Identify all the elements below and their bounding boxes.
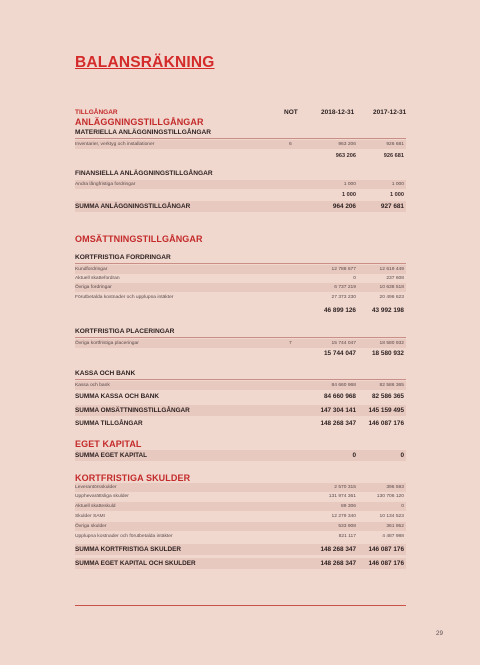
- row-label: Övriga skulder: [75, 524, 107, 529]
- row-value-2018: 27 373 230: [331, 295, 356, 300]
- year-2017-header: 2017-12-31: [373, 109, 407, 116]
- table-row: [75, 483, 406, 492]
- subsection-title-finansiella: FINANSIELLA ANLÄGGNINGSTILLGÅNGAR: [75, 170, 213, 177]
- page-number: 29: [436, 630, 443, 637]
- row-value-2017: 1 000: [391, 182, 404, 187]
- subsection-title-kf: KORTFRISTIGA FORDRINGAR: [75, 254, 171, 261]
- year-2018-header: 2018-12-31: [321, 109, 355, 116]
- row-label: Kassa och bank: [75, 383, 110, 388]
- row-value-2018: 533 908: [338, 524, 356, 529]
- subtotal-2018: 963 206: [335, 153, 356, 159]
- row-label: Aktuell skatteskuld: [75, 504, 116, 509]
- table-row: [75, 381, 406, 390]
- row-label: Övriga kortfristiga placeringar: [75, 341, 139, 346]
- row-label: Aktuell skattefordran: [75, 276, 120, 281]
- subsection-title-kp: KORTFRISTIGA PLACERINGAR: [75, 328, 175, 335]
- row-value-2017: 12 619 449: [379, 267, 404, 272]
- divider: [75, 263, 406, 264]
- row-value-2018: 0: [353, 276, 356, 281]
- divider: [75, 379, 406, 380]
- row-label: Leverantörsskulder: [75, 485, 117, 490]
- row-value-2017: 10 134 523: [379, 514, 404, 519]
- subsection-title-kb: KASSA OCH BANK: [75, 370, 136, 377]
- total-2017: 146 087 176: [368, 560, 404, 567]
- row-label: Förutbetalda kostnader och upplupna intäkter: [75, 295, 174, 300]
- table-row: [75, 522, 406, 531]
- row-value-2017: 130 706 120: [376, 494, 404, 499]
- total-label: SUMMA TILLGÅNGAR: [75, 420, 143, 427]
- table-row: [75, 492, 406, 501]
- row-label: Övriga fordringar: [75, 285, 112, 290]
- row-label: Inventarier, verktyg och installationer: [75, 142, 155, 147]
- row-label: Upphevarättsliga skulder: [75, 494, 129, 499]
- row-value-2018: 6 737 219: [334, 285, 356, 290]
- subtotal-2017: 1 000: [390, 192, 404, 198]
- section-title-oms: OMSÄTTNINGSTILLGÅNGAR: [75, 234, 203, 244]
- total-label: SUMMA EGET KAPITAL OCH SKULDER: [75, 560, 196, 567]
- row-note: 7: [289, 341, 292, 346]
- row-value-2018: 12 279 340: [331, 514, 356, 519]
- row-label: Andra långfristiga fordringar: [75, 182, 136, 187]
- row-value-2017: 10 638 518: [379, 285, 404, 290]
- table-row: [75, 293, 406, 302]
- subtotal-row: [75, 305, 406, 315]
- row-value-2018: 89 306: [341, 504, 356, 509]
- total-row-kb: [75, 391, 406, 402]
- subtotal-row: [75, 190, 406, 200]
- table-row: [75, 283, 406, 292]
- total-2017: 146 087 176: [368, 546, 404, 553]
- total-row-oms: [75, 405, 406, 416]
- row-value-2018: 15 744 047: [331, 341, 356, 346]
- row-value-2017: 396 593: [386, 485, 404, 490]
- table-row: [75, 265, 406, 274]
- row-value-2018: 963 206: [338, 142, 356, 147]
- total-row-grand: [75, 558, 406, 569]
- subtotal-row: [75, 151, 406, 161]
- divider: [75, 138, 406, 139]
- subtotal-row: [75, 348, 406, 358]
- total-label: SUMMA ANLÄGGNINGSTILLGÅNGAR: [75, 203, 191, 210]
- table-row: [75, 180, 406, 189]
- row-label: Skulder SAMI: [75, 514, 105, 519]
- row-note: 6: [289, 142, 292, 147]
- table-row: [75, 274, 406, 283]
- table-row: [75, 140, 406, 149]
- footer-divider: [75, 605, 406, 606]
- total-2017: 82 586 365: [372, 393, 404, 400]
- row-value-2017: 82 586 365: [379, 383, 404, 388]
- table-row: [75, 502, 406, 511]
- subtotal-2018: 1 000: [342, 192, 356, 198]
- total-2018: 148 268 347: [320, 420, 356, 427]
- total-label: SUMMA KORTFRISTIGA SKULDER: [75, 546, 182, 553]
- row-value-2017: 361 952: [386, 524, 404, 529]
- subtotal-2017: 926 681: [383, 153, 404, 159]
- subtotal-2018: 46 899 126: [324, 307, 356, 314]
- total-2017: 927 681: [380, 203, 404, 210]
- total-row-anl: [75, 201, 406, 212]
- subtotal-2017: 43 992 198: [372, 307, 404, 314]
- row-value-2018: 1 000: [343, 182, 356, 187]
- total-row-skulder: [75, 544, 406, 555]
- page-title: BALANSRÄKNING: [75, 54, 215, 71]
- row-value-2017: 20 496 623: [379, 295, 404, 300]
- table-row: [75, 339, 406, 348]
- subsection-title-materiella: MATERIELLA ANLÄGGNINGSTILLGÅNGAR: [75, 129, 212, 136]
- total-label: SUMMA KASSA OCH BANK: [75, 393, 160, 400]
- row-value-2017: 926 681: [386, 142, 404, 147]
- total-row-eget-kapital: [75, 450, 406, 461]
- row-label: Kundfordringar: [75, 267, 108, 272]
- note-column-header: NOT: [284, 109, 298, 116]
- total-2017: 146 087 176: [368, 420, 404, 427]
- total-2018: 148 268 347: [320, 560, 356, 567]
- total-2017: 0: [400, 452, 404, 459]
- total-2017: 145 159 495: [368, 407, 404, 414]
- subtotal-2017: 18 580 932: [372, 350, 404, 357]
- row-value-2017: 0: [401, 504, 404, 509]
- assets-header: TILLGÅNGAR: [75, 109, 118, 116]
- divider: [75, 337, 406, 338]
- row-value-2018: 2 570 315: [334, 485, 356, 490]
- row-value-2017: 4 487 988: [382, 534, 404, 539]
- row-value-2018: 821 117: [338, 534, 356, 539]
- total-2018: 0: [352, 452, 356, 459]
- row-value-2018: 84 660 968: [331, 383, 356, 388]
- total-2018: 148 268 347: [320, 546, 356, 553]
- subtotal-2018: 15 744 047: [324, 350, 356, 357]
- total-label: SUMMA EGET KAPITAL: [75, 452, 148, 459]
- section-title-skulder: KORTFRISTIGA SKULDER: [75, 473, 191, 483]
- section-title-anl: ANLÄGGNINGSTILLGÅNGAR: [75, 117, 204, 127]
- row-value-2018: 12 788 677: [331, 267, 356, 272]
- section-title-eget-kapital: EGET KAPITAL: [75, 439, 142, 449]
- table-row: [75, 512, 406, 521]
- row-value-2017: 18 580 932: [379, 341, 404, 346]
- total-2018: 84 660 968: [324, 393, 356, 400]
- row-value-2017: 237 608: [386, 276, 404, 281]
- row-value-2018: 131 974 361: [328, 494, 356, 499]
- total-label: SUMMA OMSÄTTNINGSTILLGÅNGAR: [75, 407, 190, 414]
- total-2018: 147 304 141: [320, 407, 356, 414]
- total-row-assets: [75, 418, 406, 429]
- total-2018: 964 206: [332, 203, 356, 210]
- row-label: Upplupna kostnader och förutbetalda intäkter: [75, 534, 173, 539]
- table-row: [75, 532, 406, 541]
